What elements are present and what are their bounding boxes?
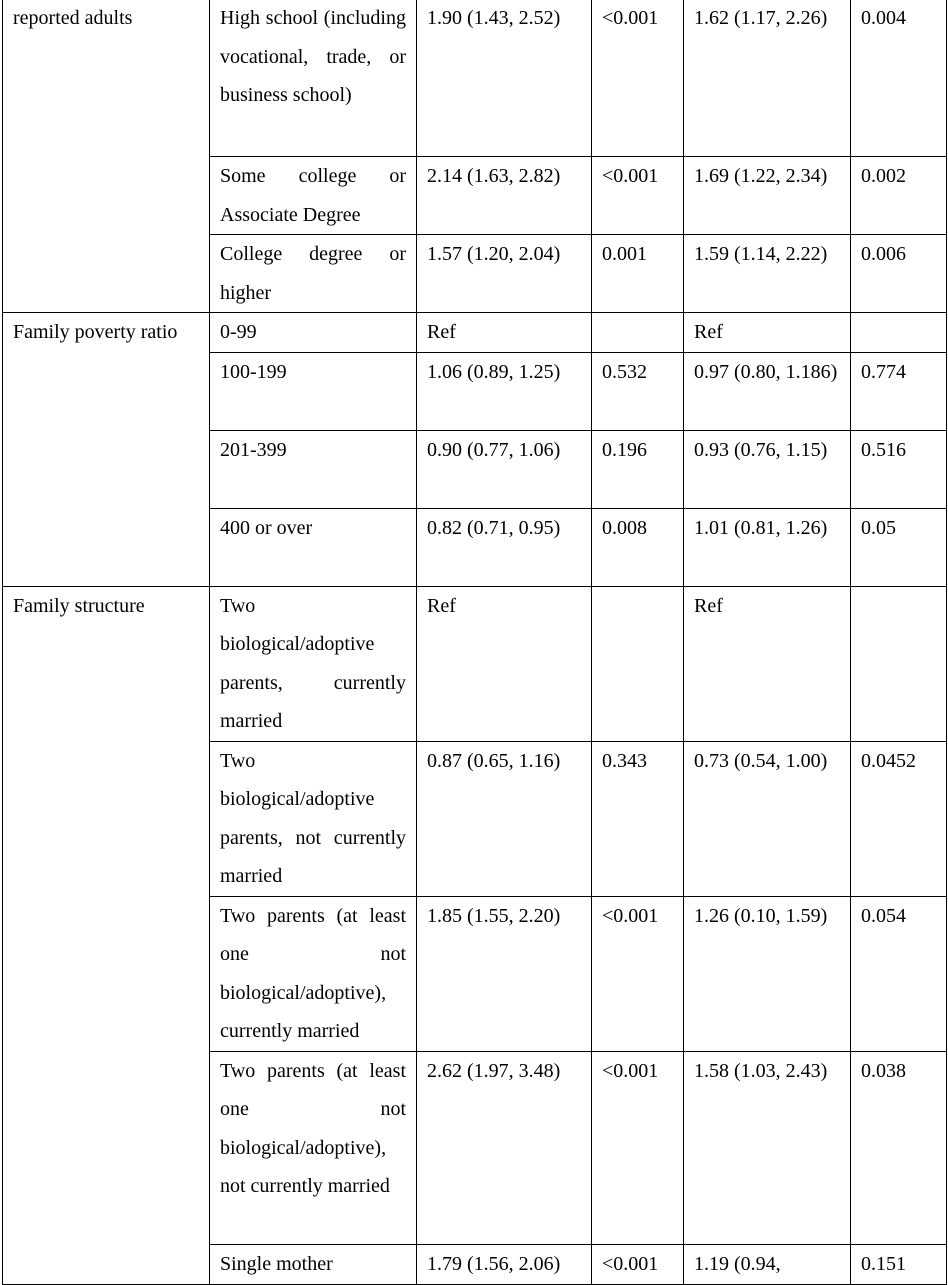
p-value-cell: <0.001	[592, 157, 684, 235]
p-value-cell: 0.001	[592, 235, 684, 313]
adjusted-odds-ratio-cell: 1.62 (1.17, 2.26)	[684, 0, 851, 157]
adjusted-odds-ratio-cell: 1.26 (0.10, 1.59)	[684, 896, 851, 1051]
adjusted-odds-ratio-cell: 0.93 (0.76, 1.15)	[684, 430, 851, 508]
adjusted-p-value-cell	[851, 313, 947, 353]
p-value-cell: 0.343	[592, 741, 684, 896]
category-cell: 100-199	[210, 352, 417, 430]
table-row	[3, 0, 947, 157]
odds-ratio-cell: 2.62 (1.97, 3.48)	[417, 1051, 592, 1244]
adjusted-p-value-cell: 0.004	[851, 0, 947, 157]
adjusted-p-value-cell: 0.038	[851, 1051, 947, 1244]
adjusted-p-value-cell: 0.006	[851, 235, 947, 313]
results-table	[2, 0, 947, 1285]
adjusted-odds-ratio-cell: 1.19 (0.94,	[684, 1244, 851, 1284]
odds-ratio-cell: 1.06 (0.89, 1.25)	[417, 352, 592, 430]
variable-cell: reported adults	[3, 0, 210, 313]
odds-ratio-cell: 0.90 (0.77, 1.06)	[417, 430, 592, 508]
odds-ratio-cell: 0.82 (0.71, 0.95)	[417, 508, 592, 586]
p-value-cell: 0.196	[592, 430, 684, 508]
category-cell: High school (including vocational, trade, or business school)	[210, 0, 417, 157]
odds-ratio-cell: Ref	[417, 586, 592, 741]
adjusted-p-value-cell: 0.774	[851, 352, 947, 430]
p-value-cell: 0.008	[592, 508, 684, 586]
p-value-cell: <0.001	[592, 1244, 684, 1284]
odds-ratio-cell: 1.79 (1.56, 2.06)	[417, 1244, 592, 1284]
p-value-cell: 0.532	[592, 352, 684, 430]
category-cell: Single mother	[210, 1244, 417, 1284]
p-value-cell: <0.001	[592, 1051, 684, 1244]
p-value-cell: <0.001	[592, 0, 684, 157]
p-value-cell	[592, 313, 684, 353]
table-row	[3, 586, 947, 741]
adjusted-odds-ratio-cell: 0.97 (0.80, 1.186)	[684, 352, 851, 430]
category-cell: 0-99	[210, 313, 417, 353]
category-cell: Two parents (at least one not biological/adoptive), currently married	[210, 896, 417, 1051]
odds-ratio-cell: 0.87 (0.65, 1.16)	[417, 741, 592, 896]
table-row	[3, 313, 947, 353]
odds-ratio-cell: 1.57 (1.20, 2.04)	[417, 235, 592, 313]
adjusted-odds-ratio-cell: 1.58 (1.03, 2.43)	[684, 1051, 851, 1244]
variable-cell: Family poverty ratio	[3, 313, 210, 587]
category-cell: 201-399	[210, 430, 417, 508]
category-cell: Some college or Associate Degree	[210, 157, 417, 235]
odds-ratio-cell: 1.90 (1.43, 2.52)	[417, 0, 592, 157]
adjusted-p-value-cell: 0.0452	[851, 741, 947, 896]
adjusted-p-value-cell: 0.516	[851, 430, 947, 508]
category-cell: Two biological/adoptive parents, not currently married	[210, 741, 417, 896]
category-cell: Two biological/adoptive parents, currently married	[210, 586, 417, 741]
adjusted-p-value-cell: 0.151	[851, 1244, 947, 1284]
adjusted-p-value-cell: 0.05	[851, 508, 947, 586]
adjusted-odds-ratio-cell: Ref	[684, 313, 851, 353]
category-cell: Two parents (at least one not biological/adoptive), not currently married	[210, 1051, 417, 1244]
adjusted-odds-ratio-cell: 1.01 (0.81, 1.26)	[684, 508, 851, 586]
variable-cell: Family structure	[3, 586, 210, 1284]
adjusted-odds-ratio-cell: Ref	[684, 586, 851, 741]
category-cell: College degree or higher	[210, 235, 417, 313]
adjusted-odds-ratio-cell: 0.73 (0.54, 1.00)	[684, 741, 851, 896]
adjusted-odds-ratio-cell: 1.69 (1.22, 2.34)	[684, 157, 851, 235]
odds-ratio-cell: 1.85 (1.55, 2.20)	[417, 896, 592, 1051]
adjusted-odds-ratio-cell: 1.59 (1.14, 2.22)	[684, 235, 851, 313]
odds-ratio-cell: Ref	[417, 313, 592, 353]
p-value-cell: <0.001	[592, 896, 684, 1051]
adjusted-p-value-cell	[851, 586, 947, 741]
category-cell: 400 or over	[210, 508, 417, 586]
adjusted-p-value-cell: 0.002	[851, 157, 947, 235]
adjusted-p-value-cell: 0.054	[851, 896, 947, 1051]
p-value-cell	[592, 586, 684, 741]
odds-ratio-cell: 2.14 (1.63, 2.82)	[417, 157, 592, 235]
